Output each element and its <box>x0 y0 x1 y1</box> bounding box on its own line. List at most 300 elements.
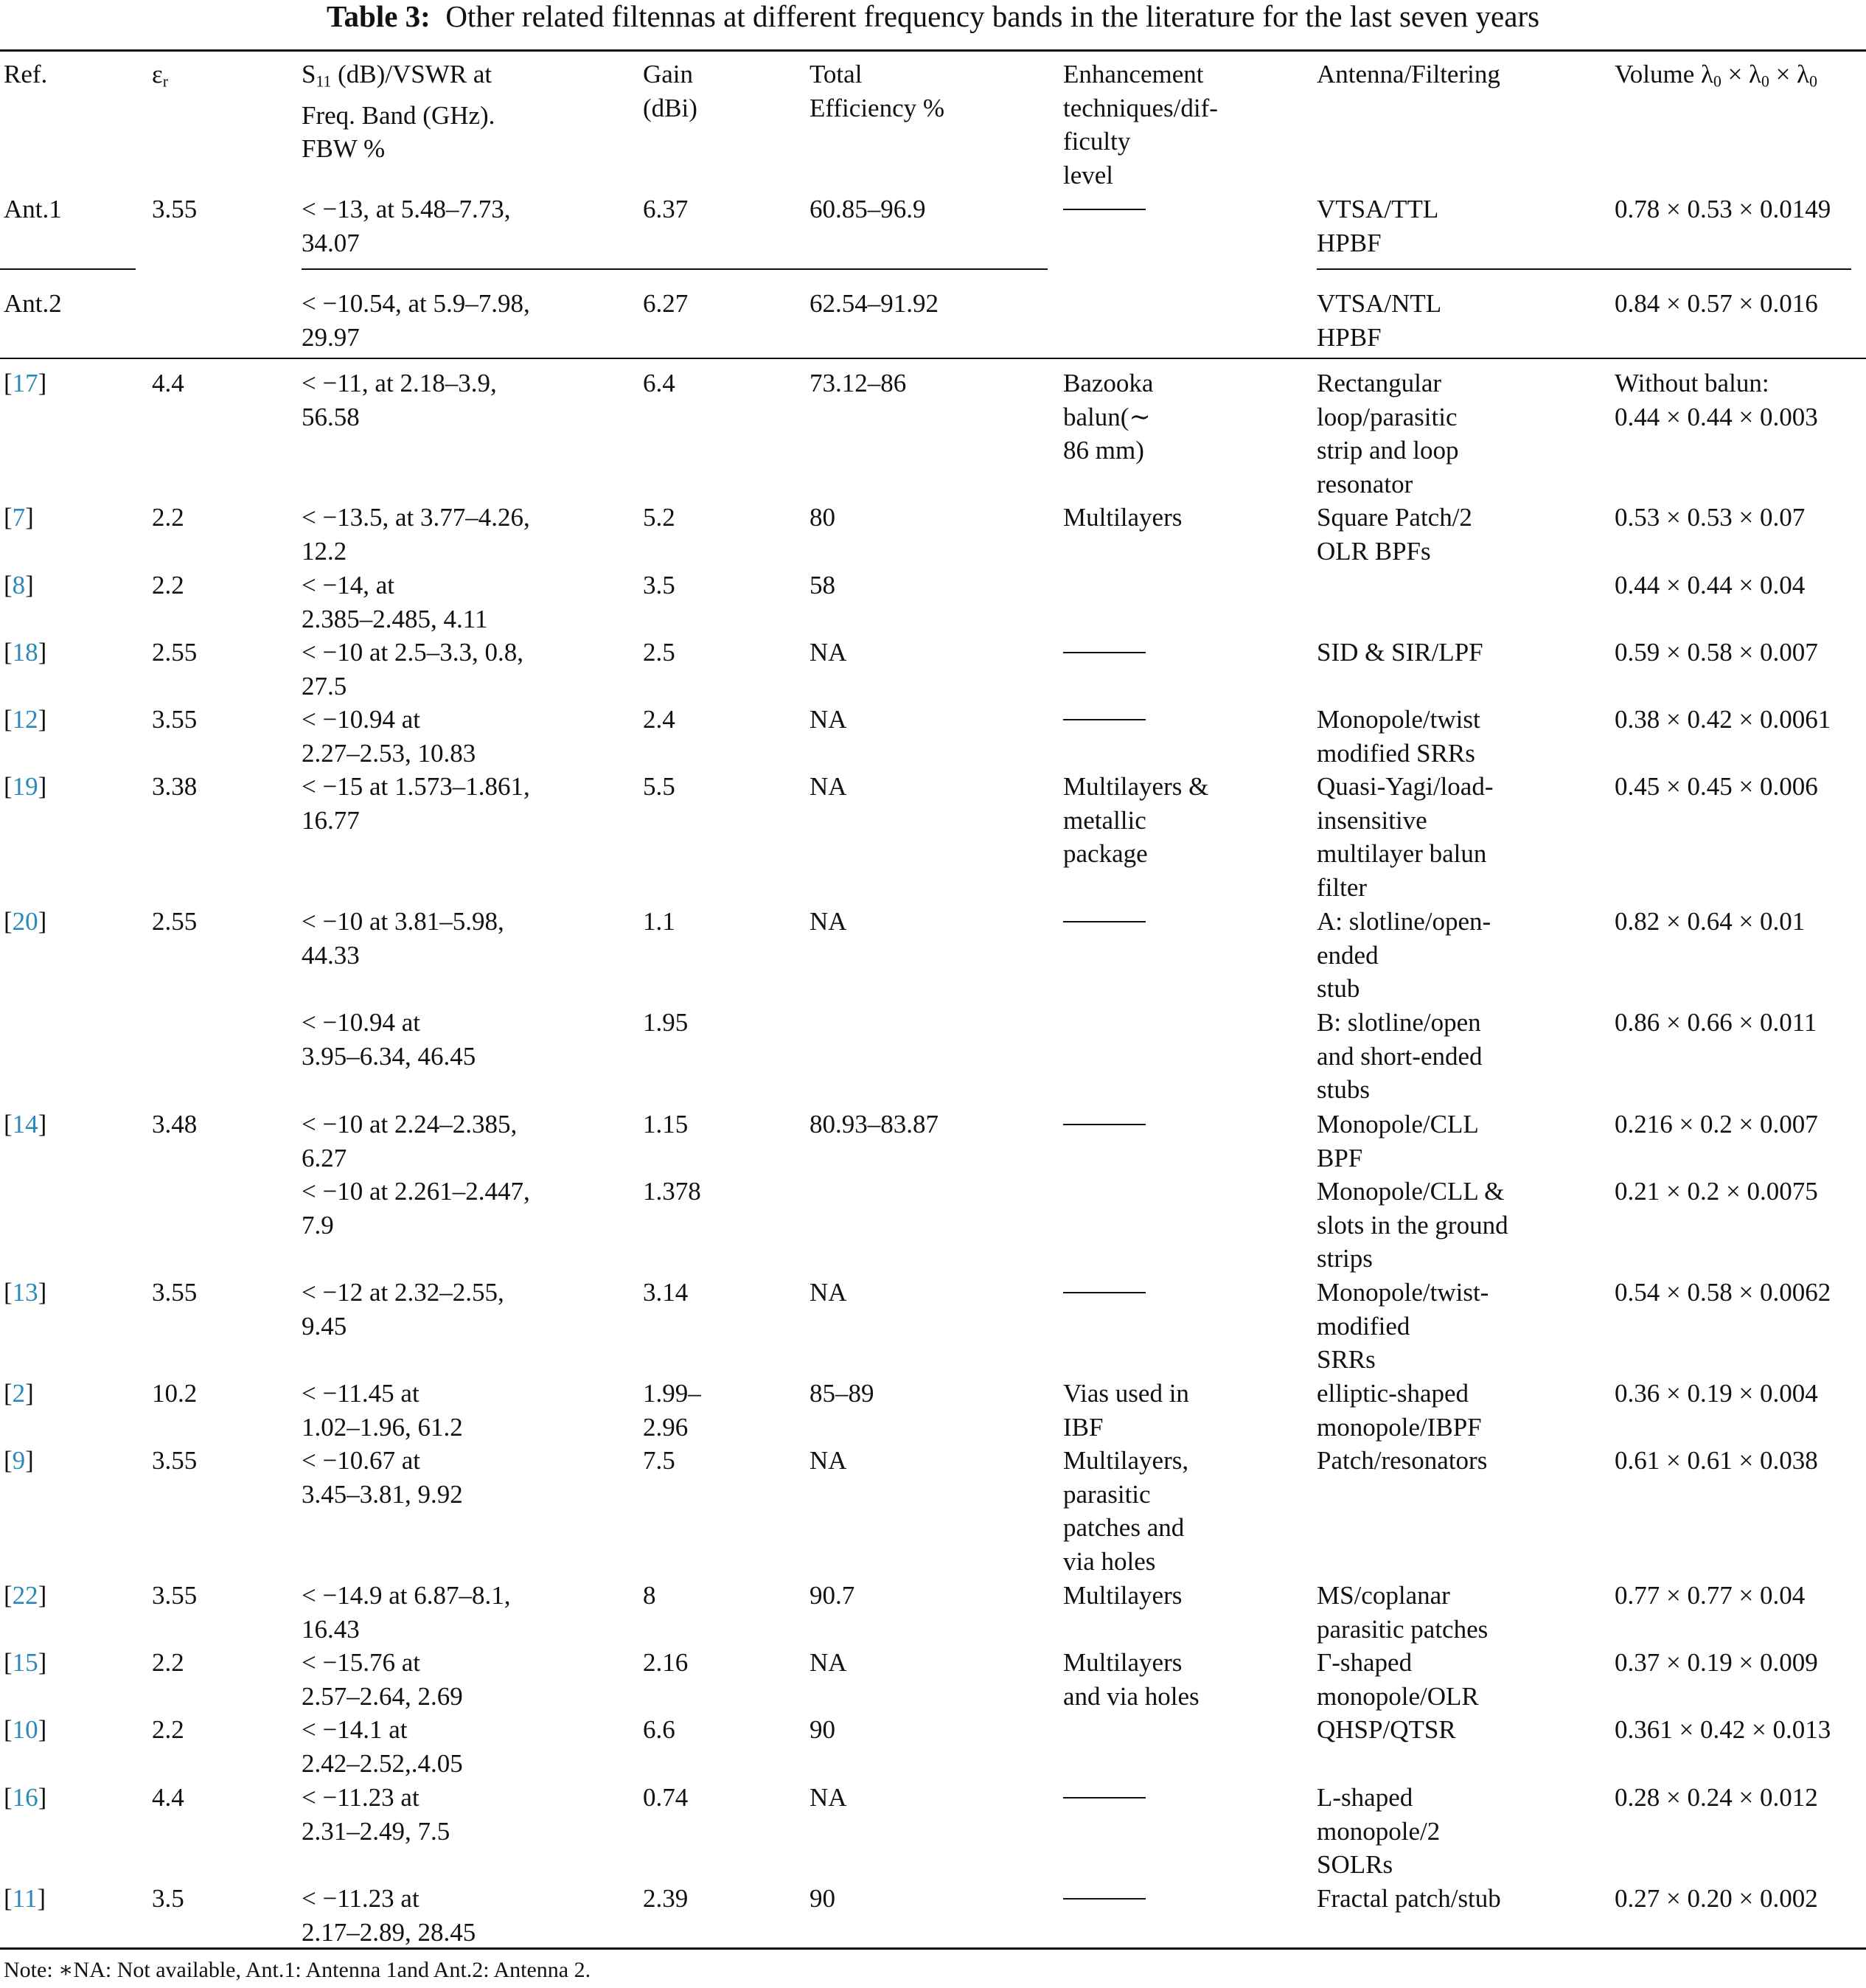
cell-line: monopole/2 <box>1317 1816 1441 1846</box>
mid-rule <box>0 358 1866 359</box>
row-s11 <box>302 192 511 260</box>
cell-line: 29.97 <box>302 322 360 352</box>
row-ref <box>4 287 62 321</box>
table-caption <box>0 0 1866 32</box>
cell-line: Gain <box>643 60 694 88</box>
cell-line: Quasi-Yagi/load- <box>1317 772 1494 801</box>
cell-line: 3.5 <box>643 571 675 599</box>
reference-link[interactable]: [14] <box>4 1110 47 1139</box>
reference-number[interactable]: 10 <box>12 1715 38 1744</box>
cell-line: Γ-shaped <box>1317 1648 1413 1677</box>
cell-line: 3.14 <box>643 1278 689 1307</box>
header-ref <box>4 58 47 91</box>
reference-number[interactable]: 9 <box>12 1446 26 1475</box>
row-enh <box>1063 1579 1182 1613</box>
row-eff <box>810 1646 847 1680</box>
cell-line: 2.96 <box>643 1412 689 1442</box>
empty-dash <box>1063 1124 1146 1125</box>
row-vol <box>1615 1108 1818 1141</box>
cell-line: 60.85–96.9 <box>810 195 926 223</box>
cell-line: 2.55 <box>152 907 198 936</box>
cell-line: < −15.76 at <box>302 1648 420 1677</box>
cell-line: < −10.67 at <box>302 1446 420 1475</box>
row-gain <box>643 366 675 400</box>
empty-dash <box>1063 1292 1146 1293</box>
row-s11 <box>302 770 530 837</box>
row-er <box>152 1108 197 1141</box>
cell-line: 4.4 <box>152 1783 184 1812</box>
cell-line: insensitive <box>1317 805 1427 835</box>
header-vol <box>1615 58 1817 99</box>
cell-line: Monopole/CLL & <box>1317 1177 1505 1206</box>
cell-line: strip and loop <box>1317 436 1459 465</box>
cell-line: 6.27 <box>302 1143 347 1172</box>
cell-line: NA <box>810 638 847 667</box>
cell-line: SRRs <box>1317 1345 1376 1374</box>
reference-number[interactable]: 8 <box>12 571 26 599</box>
cell-line: parasitic patches <box>1317 1614 1489 1644</box>
cell-line: 2.2 <box>152 1715 184 1744</box>
cell-line: 8 <box>643 1581 656 1610</box>
ant-divider-right <box>1317 268 1851 270</box>
cell-line: 10.2 <box>152 1379 198 1408</box>
row-eff <box>810 1713 835 1747</box>
row-vol <box>1615 1882 1818 1916</box>
cell-line: balun(∼ <box>1063 402 1151 431</box>
row-eff <box>810 1781 847 1815</box>
reference-link[interactable]: [15] <box>4 1648 47 1677</box>
cell-line: 0.27 × 0.20 × 0.002 <box>1615 1884 1818 1913</box>
cell-line: < −14.1 at <box>302 1715 408 1744</box>
reference-number[interactable]: 13 <box>12 1278 38 1307</box>
cell-line: 2.2 <box>152 1648 184 1677</box>
cell-line: 6.6 <box>643 1715 675 1744</box>
row-er <box>152 1646 184 1680</box>
empty-dash <box>1063 921 1146 922</box>
cell-line: NA <box>810 907 847 936</box>
cell-line: 0.86 × 0.66 × 0.011 <box>1615 1008 1817 1037</box>
reference-link[interactable]: [9] <box>4 1446 34 1475</box>
cell-line: Ant.1 <box>4 195 62 223</box>
cell-line: VTSA/NTL <box>1317 289 1442 318</box>
cell-line: < −11, at 2.18–3.9, <box>302 369 497 397</box>
cell-line: stubs <box>1317 1075 1370 1104</box>
cell-line: 5.5 <box>643 772 675 801</box>
row-eff <box>810 366 906 400</box>
row-eff <box>810 569 835 602</box>
cell-line: < −11.45 at <box>302 1379 419 1408</box>
cell-line: Freq. Band (GHz). <box>302 100 495 130</box>
cell-line: resonator <box>1317 469 1413 498</box>
cell-line: modified SRRs <box>1317 738 1475 768</box>
cell-line: 0.54 × 0.58 × 0.0062 <box>1615 1278 1831 1307</box>
cell-line: QHSP/QTSR <box>1317 1715 1456 1744</box>
row-vol <box>1615 569 1805 602</box>
row-enh <box>1063 501 1182 535</box>
cell-line: 0.37 × 0.19 × 0.009 <box>1615 1648 1818 1677</box>
cell-line: 0.61 × 0.61 × 0.038 <box>1615 1446 1818 1475</box>
cell-line: < −15 at 1.573–1.861, <box>302 772 530 801</box>
row-af <box>1317 1377 1482 1444</box>
row-eff <box>810 192 926 226</box>
cell-line: 0.44 × 0.44 × 0.04 <box>1615 571 1806 599</box>
reference-link[interactable]: [19] <box>4 772 47 801</box>
row-gain <box>643 1444 675 1478</box>
empty-dash <box>1063 719 1146 720</box>
cell-line: 2.385–2.485, 4.11 <box>302 604 488 633</box>
cell-line: NA <box>810 1783 847 1812</box>
cell-line: 2.17–2.89, 28.45 <box>302 1917 476 1947</box>
cell-line: Multilayers, <box>1063 1446 1189 1475</box>
cell-line: elliptic-shaped <box>1317 1379 1469 1408</box>
cell-line: BPF <box>1317 1143 1363 1172</box>
row-s11 <box>302 1175 530 1242</box>
cell-line: Bazooka <box>1063 369 1154 397</box>
reference-link[interactable]: [7] <box>4 503 34 532</box>
row-s11 <box>302 287 530 354</box>
cell-line: 5.2 <box>643 503 675 532</box>
header-eff <box>810 58 944 125</box>
row-s11 <box>302 1781 450 1848</box>
reference-link[interactable]: [11] <box>4 1884 46 1913</box>
cell-line: 73.12–86 <box>810 369 907 397</box>
row-eff <box>810 1444 847 1478</box>
cell-line: 16.77 <box>302 805 360 835</box>
empty-dash <box>1063 209 1146 210</box>
cell-line: 3.38 <box>152 772 198 801</box>
row-af <box>1317 703 1480 770</box>
cell-line: < −10.94 at <box>302 705 420 734</box>
cell-line: $S_{11}$ (dB)/VSWR at <box>302 60 492 91</box>
row-enh <box>1063 1377 1189 1444</box>
row-gain <box>643 192 688 226</box>
row-gain <box>643 1377 701 1444</box>
cell-line: Multilayers <box>1063 1581 1183 1610</box>
reference-number[interactable]: 17 <box>12 369 38 397</box>
cell-line: patches and <box>1063 1513 1185 1542</box>
top-rule <box>0 49 1866 52</box>
cell-line: 7.5 <box>643 1446 675 1475</box>
cell-line: Ant.2 <box>4 289 62 318</box>
cell-line: 90.7 <box>810 1581 855 1610</box>
cell-line: 9.45 <box>302 1311 347 1341</box>
row-er <box>152 1781 184 1815</box>
cell-line: 3.45–3.81, 9.92 <box>302 1479 463 1509</box>
reference-link[interactable]: [8] <box>4 571 34 599</box>
cell-line: < −14.9 at 6.87–8.1, <box>302 1581 511 1610</box>
caption-label: Table 3: <box>326 0 431 33</box>
cell-line: and short-ended <box>1317 1041 1483 1071</box>
cell-line: 3.5 <box>152 1884 184 1913</box>
cell-line: Antenna/Filtering <box>1317 60 1500 88</box>
reference-number[interactable]: 2 <box>12 1379 26 1408</box>
reference-link[interactable]: [16] <box>4 1783 47 1812</box>
reference-number[interactable]: 11 <box>12 1884 38 1913</box>
row-af <box>1317 287 1441 354</box>
row-eff <box>810 703 847 737</box>
row-vol <box>1615 1646 1818 1680</box>
row-er <box>152 905 197 939</box>
empty-dash <box>1063 652 1146 653</box>
cell-line: techniques/dif- <box>1063 93 1218 122</box>
row-gain <box>643 287 688 321</box>
row-eff <box>810 770 847 804</box>
cell-line: filter <box>1317 872 1368 902</box>
row-af <box>1317 636 1483 670</box>
cell-line: Multilayers <box>1063 503 1183 532</box>
cell-line: loop/parasitic <box>1317 402 1458 431</box>
cell-line: 56.58 <box>302 402 360 431</box>
row-gain <box>643 1713 675 1747</box>
row-af <box>1317 501 1472 568</box>
cell-line: < −12 at 2.32–2.55, <box>302 1278 504 1307</box>
cell-line: 6.27 <box>643 289 689 318</box>
cell-line: NA <box>810 772 847 801</box>
reference-link[interactable]: [10] <box>4 1715 47 1744</box>
cell-line: 2.2 <box>152 503 184 532</box>
row-vol <box>1615 287 1818 321</box>
reference-link[interactable]: [22] <box>4 1581 47 1610</box>
cell-line: < −13, at 5.48–7.73, <box>302 195 511 223</box>
row-vol <box>1615 1276 1831 1310</box>
cell-line: Enhancement <box>1063 60 1204 88</box>
row-gain <box>643 501 675 535</box>
row-gain <box>643 1108 688 1141</box>
cell-line: NA <box>810 705 847 734</box>
cell-line: 6.37 <box>643 195 689 223</box>
row-vol <box>1615 192 1831 226</box>
row-gain <box>643 770 675 804</box>
cell-line: Volume $\lambda_0 \times \lambda_0 \times \lambda_0$ <box>1615 60 1817 91</box>
row-gain <box>643 905 675 939</box>
cell-line: monopole/OLR <box>1317 1681 1479 1711</box>
cell-line: 16.43 <box>302 1614 360 1644</box>
cell-line: 0.77 × 0.77 × 0.04 <box>1615 1581 1806 1610</box>
reference-number[interactable]: 20 <box>12 907 38 936</box>
row-s11 <box>302 1108 517 1175</box>
row-af <box>1317 1882 1501 1916</box>
cell-line: multilayer balun <box>1317 839 1487 868</box>
row-er <box>152 703 197 737</box>
row-ref <box>4 192 62 226</box>
cell-line: 0.53 × 0.53 × 0.07 <box>1615 503 1806 532</box>
reference-number[interactable]: 12 <box>12 705 38 734</box>
cell-line: 2.5 <box>643 638 675 667</box>
cell-line: 0.44 × 0.44 × 0.003 <box>1615 402 1818 431</box>
row-enh <box>1063 366 1153 468</box>
cell-line: OLR BPFs <box>1317 536 1431 566</box>
row-vol <box>1615 366 1818 434</box>
row-s11 <box>302 1579 511 1646</box>
row-vol <box>1615 501 1805 535</box>
cell-line: 58 <box>810 571 835 599</box>
cell-line: 0.78 × 0.53 × 0.0149 <box>1615 195 1831 223</box>
cell-line: modified <box>1317 1311 1410 1341</box>
row-er <box>152 366 184 400</box>
cell-line: 80.93–83.87 <box>810 1110 939 1139</box>
cell-line: Fractal patch/stub <box>1317 1884 1501 1913</box>
cell-line: 85–89 <box>810 1379 874 1408</box>
row-af <box>1317 192 1438 260</box>
cell-line: 2.16 <box>643 1648 689 1677</box>
row-er <box>152 1882 184 1916</box>
row-af <box>1317 905 1491 1006</box>
cell-line: stub <box>1317 974 1360 1003</box>
cell-line: SID & SIR/LPF <box>1317 638 1483 667</box>
bottom-rule <box>0 1947 1866 1950</box>
cell-line: 12.2 <box>302 536 347 566</box>
cell-line: 0.74 <box>643 1783 689 1812</box>
reference-number[interactable]: 18 <box>12 638 38 667</box>
row-vol <box>1615 1377 1818 1411</box>
reference-number[interactable]: 14 <box>12 1110 38 1139</box>
reference-link[interactable]: [20] <box>4 907 47 936</box>
reference-number[interactable]: 19 <box>12 772 38 801</box>
cell-line: 1.1 <box>643 907 675 936</box>
ant-divider-ref <box>0 268 136 270</box>
row-af <box>1317 1781 1440 1882</box>
row-s11 <box>302 1646 463 1713</box>
cell-line: metallic <box>1063 805 1146 835</box>
reference-link[interactable]: [12] <box>4 705 47 734</box>
cell-line: SOLRs <box>1317 1850 1393 1879</box>
reference-number[interactable]: 22 <box>12 1581 38 1610</box>
row-af <box>1317 1276 1489 1377</box>
cell-line: ficulty <box>1063 127 1131 156</box>
row-er <box>152 1579 197 1613</box>
cell-line: $\varepsilon_r$ <box>152 60 168 91</box>
cell-line: < −10 at 3.81–5.98, <box>302 907 504 936</box>
cell-line: 2.57–2.64, 2.69 <box>302 1681 463 1711</box>
row-vol <box>1615 1175 1818 1209</box>
cell-line: 2.39 <box>643 1884 689 1913</box>
row-eff <box>810 501 835 535</box>
cell-line: A: slotline/open- <box>1317 907 1491 936</box>
header-s11 <box>302 58 495 166</box>
cell-line: 2.2 <box>152 571 184 599</box>
row-vol <box>1615 1006 1817 1040</box>
row-af <box>1317 1006 1483 1107</box>
reference-number[interactable]: 15 <box>12 1648 38 1677</box>
row-s11 <box>302 569 487 636</box>
row-s11 <box>302 1713 463 1780</box>
reference-link[interactable]: [18] <box>4 638 47 667</box>
reference-link[interactable]: [2] <box>4 1379 34 1408</box>
row-eff <box>810 636 847 670</box>
cell-line: 1.95 <box>643 1008 689 1037</box>
cell-line: 2.27–2.53, 10.83 <box>302 738 476 768</box>
cell-line: Without balun: <box>1615 369 1769 397</box>
cell-line: 0.28 × 0.24 × 0.012 <box>1615 1783 1818 1812</box>
cell-line: (dBi) <box>643 93 697 122</box>
header-gain <box>643 58 697 125</box>
cell-line: FBW % <box>302 134 386 164</box>
cell-line: 3.55 <box>152 1278 198 1307</box>
row-gain <box>643 1882 688 1916</box>
cell-line: Square Patch/2 <box>1317 503 1472 532</box>
cell-line: ended <box>1317 940 1379 970</box>
header-af <box>1317 58 1500 91</box>
row-af <box>1317 1175 1508 1276</box>
cell-line: < −11.23 at <box>302 1884 419 1913</box>
cell-line: Multilayers & <box>1063 772 1209 801</box>
cell-line: NA <box>810 1278 847 1307</box>
cell-line: monopole/IBPF <box>1317 1412 1482 1442</box>
cell-line: 2.55 <box>152 638 198 667</box>
row-s11 <box>302 1276 504 1343</box>
cell-line: level <box>1063 160 1114 190</box>
cell-line: 0.45 × 0.45 × 0.006 <box>1615 772 1818 801</box>
row-er <box>152 1713 184 1747</box>
caption-text: Other related filtennas at different frequency bands in the literature for the last seven years <box>445 0 1540 33</box>
row-er <box>152 1276 197 1310</box>
header-enh <box>1063 58 1218 192</box>
cell-line: 0.82 × 0.64 × 0.01 <box>1615 907 1806 936</box>
row-af <box>1317 1579 1488 1646</box>
cell-line: < −10 at 2.5–3.3, 0.8, <box>302 638 523 667</box>
row-s11 <box>302 703 476 770</box>
cell-line: 0.36 × 0.19 × 0.004 <box>1615 1379 1818 1408</box>
reference-link[interactable]: [17] <box>4 369 47 397</box>
row-eff <box>810 287 939 321</box>
cell-line: 2.4 <box>643 705 675 734</box>
cell-line: 2.42–2.52,.4.05 <box>302 1748 463 1778</box>
cell-line: < −10.94 at <box>302 1008 420 1037</box>
reference-link[interactable]: [13] <box>4 1278 47 1307</box>
reference-number[interactable]: 16 <box>12 1783 38 1812</box>
header-er <box>152 58 168 99</box>
row-eff <box>810 1377 874 1411</box>
cell-line: Efficiency % <box>810 93 945 122</box>
cell-line: Rectangular <box>1317 369 1442 397</box>
cell-line: 44.33 <box>302 940 360 970</box>
row-eff <box>810 1882 835 1916</box>
cell-line: 3.48 <box>152 1110 198 1139</box>
cell-line: Total <box>810 60 863 88</box>
cell-line: IBF <box>1063 1412 1104 1442</box>
row-er <box>152 569 184 602</box>
row-s11 <box>302 905 504 972</box>
cell-line: HPBF <box>1317 228 1382 257</box>
row-af <box>1317 1646 1479 1713</box>
cell-line: 1.15 <box>643 1110 689 1139</box>
cell-line: and via holes <box>1063 1681 1200 1711</box>
cell-line: < −11.23 at <box>302 1783 419 1812</box>
reference-number[interactable]: 7 <box>12 503 26 532</box>
row-er <box>152 636 197 670</box>
row-gain <box>643 1646 688 1680</box>
cell-line: HPBF <box>1317 322 1382 352</box>
cell-line: L-shaped <box>1317 1783 1413 1812</box>
row-enh <box>1063 1444 1188 1578</box>
row-er <box>152 1377 197 1411</box>
row-vol <box>1615 636 1818 670</box>
row-gain <box>643 1579 656 1613</box>
row-s11 <box>302 636 523 703</box>
cell-line: VTSA/TTL <box>1317 195 1439 223</box>
cell-line: 1.99– <box>643 1379 701 1408</box>
cell-line: 86 mm) <box>1063 436 1144 465</box>
row-vol <box>1615 1579 1805 1613</box>
row-eff <box>810 905 847 939</box>
cell-line: 3.55 <box>152 195 198 223</box>
cell-line: NA <box>810 1446 847 1475</box>
row-gain <box>643 1276 688 1310</box>
cell-line: Monopole/twist- <box>1317 1278 1489 1307</box>
row-vol <box>1615 905 1805 939</box>
row-gain <box>643 569 675 602</box>
cell-line: 0.59 × 0.58 × 0.007 <box>1615 638 1818 667</box>
